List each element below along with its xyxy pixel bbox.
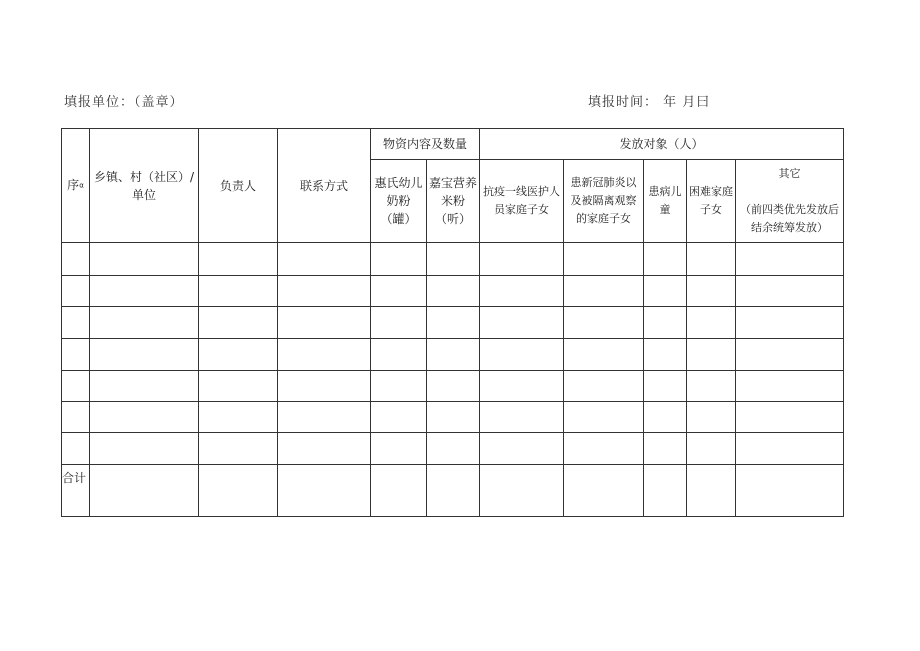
total-row <box>62 465 844 517</box>
table-row <box>62 243 844 276</box>
person-header: 负责人 <box>199 129 278 243</box>
table-row <box>62 433 844 465</box>
table-row <box>62 307 844 339</box>
formula-header: 惠氏幼儿奶粉（罐） <box>371 160 427 243</box>
unit-header: 乡镇、村（社区）/单位 <box>90 129 199 243</box>
cereal-header: 嘉宝营养米粉（听） <box>427 160 480 243</box>
covid-family-header: 患新冠肺炎以及被隔离观察的家庭子女 <box>564 160 644 243</box>
fill-unit-label: 填报单位：（盖章） <box>64 95 184 110</box>
other-header: 其它 （前四类优先发放后结余统筹发放） <box>736 160 844 243</box>
sick-children-header: 患病儿童 <box>644 160 687 243</box>
recipients-group-header: 发放对象（人） <box>480 129 844 160</box>
header-row-1 <box>62 129 844 160</box>
medical-family-header: 抗疫一线医护人员家庭子女 <box>480 160 564 243</box>
total-label: 合计 <box>62 465 90 517</box>
contact-header: 联系方式 <box>278 129 371 243</box>
poor-family-header: 困难家庭子女 <box>687 160 736 243</box>
seq-header: 序α <box>62 129 90 243</box>
fill-date-label: 填报时间： 年 月曰 <box>588 95 711 110</box>
table-row <box>62 371 844 402</box>
table-row <box>62 402 844 433</box>
table-row <box>62 339 844 371</box>
distribution-table <box>61 128 844 517</box>
table-row <box>62 276 844 307</box>
materials-group-header: 物资内容及数量 <box>371 129 480 160</box>
